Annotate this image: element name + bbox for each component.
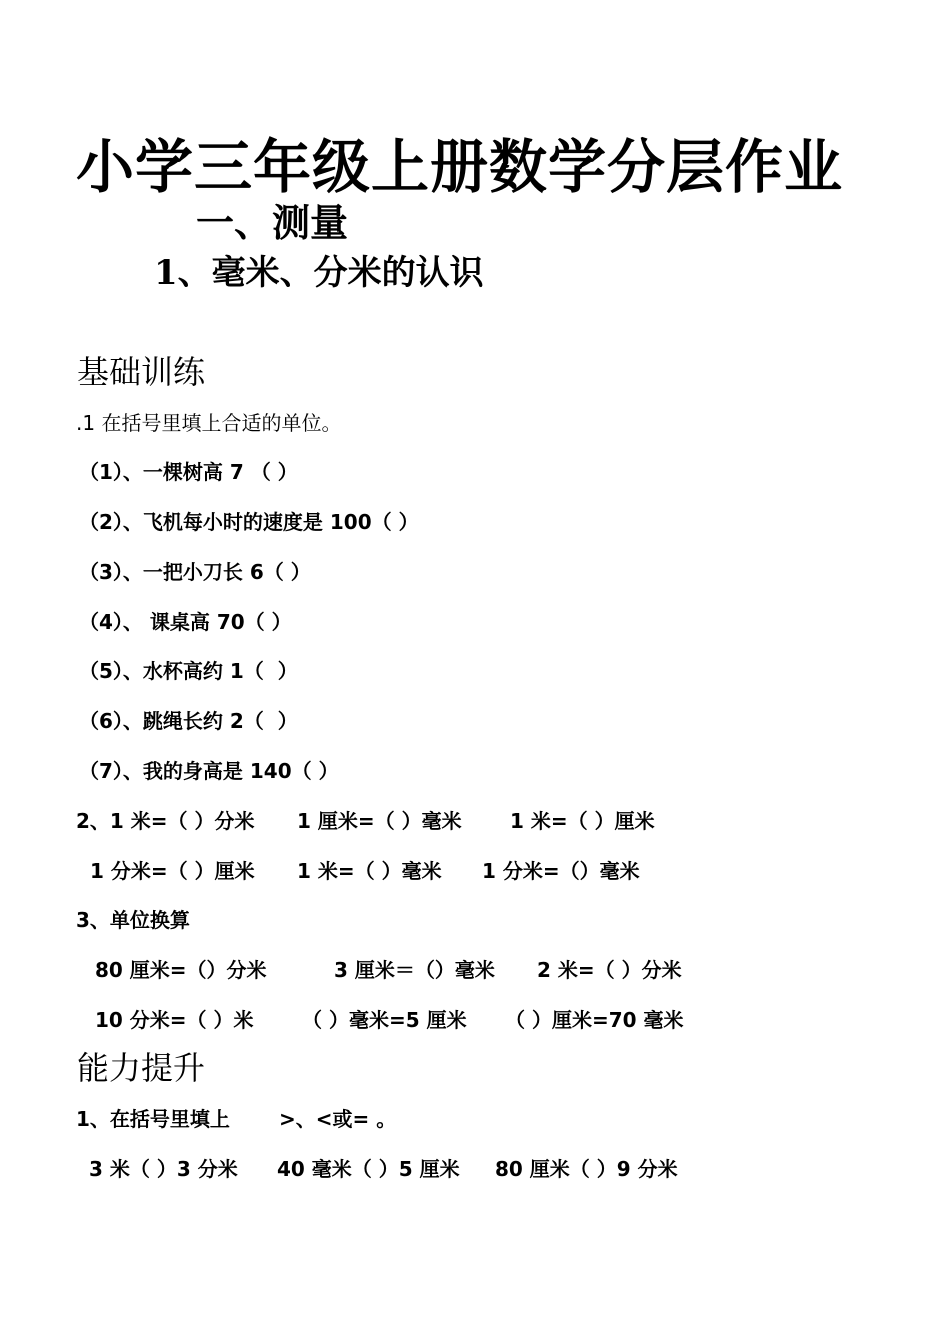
question-1-item: （3）、一把小刀长 6（ ） <box>79 560 311 584</box>
question-1-item: （4）、 课桌高 70（ ） <box>79 610 292 634</box>
unit-heading: 一、测量 <box>196 200 349 245</box>
advanced-question-1-cell: 80 厘米（ ）9 分米 <box>495 1157 678 1181</box>
question-3-cell: 3 厘米＝（）毫米 <box>334 958 495 982</box>
question-1-prompt: .1 在括号里填上合适的单位。 <box>76 411 342 435</box>
question-1-item: （2）、飞机每小时的速度是 100（ ） <box>79 510 419 534</box>
section-heading-basic: 基础训练 <box>77 353 206 391</box>
section-heading-advanced: 能力提升 <box>77 1049 206 1087</box>
page-title: 小学三年级上册数学分层作业 <box>76 133 844 201</box>
question-2-cell: 1 厘米=（ ）毫米 <box>297 809 462 833</box>
question-3-prompt: 3、单位换算 <box>76 908 190 932</box>
question-2-cell: 1 分米=（）毫米 <box>482 859 640 883</box>
question-1-item: （7）、我的身高是 140（ ） <box>79 759 339 783</box>
lesson-heading: 1、毫米、分米的认识 <box>154 253 484 293</box>
question-2-cell: 1 米=（ ）毫米 <box>297 859 442 883</box>
question-2-cell: 1 分米=（ ）厘米 <box>90 859 255 883</box>
advanced-question-1-cell: 40 毫米（ ）5 厘米 <box>277 1157 460 1181</box>
question-3-cell: （ ）毫米=5 厘米 <box>302 1008 467 1032</box>
advanced-question-1-cell: 3 米（ ）3 分米 <box>89 1157 238 1181</box>
advanced-question-1-symbols: >、<或= 。 <box>279 1107 397 1131</box>
question-1-item: （1）、一棵树高 7 （ ） <box>79 460 298 484</box>
question-2-cell: 1 米=（ ）厘米 <box>510 809 655 833</box>
question-3-cell: 80 厘米=（）分米 <box>95 958 267 982</box>
advanced-question-1-prompt: 1、在括号里填上 <box>76 1107 230 1131</box>
question-1-item: （6）、跳绳长约 2（ ） <box>79 709 298 733</box>
question-1-item: （5）、水杯高约 1（ ） <box>79 659 298 683</box>
question-2-cell: 2、1 米=（ ）分米 <box>76 809 255 833</box>
question-3-cell: 2 米=（ ）分米 <box>537 958 682 982</box>
question-3-cell: （ ）厘米=70 毫米 <box>505 1008 684 1032</box>
question-3-cell: 10 分米=（ ）米 <box>95 1008 254 1032</box>
